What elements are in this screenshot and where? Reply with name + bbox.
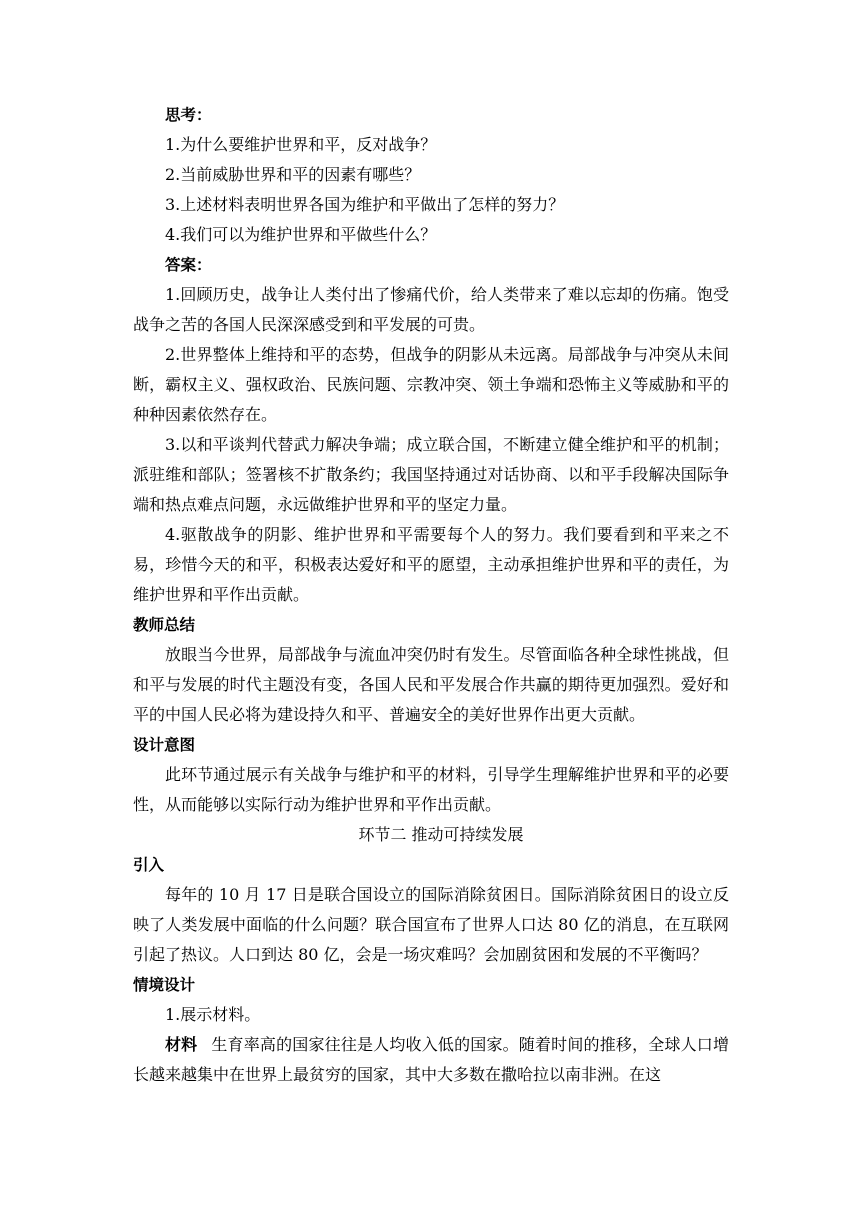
document-page [133, 100, 729, 1090]
situation-heading: 情境设计 [133, 976, 196, 994]
teacher-summary-heading: 教师总结 [133, 616, 196, 634]
answer-item-4: 4.驱散战争的阴影、维护世界和平需要每个人的努力。我们要看到和平来之不易，珍惜今天的和平，积极表达爱好和平的愿望，主动承担维护世界和平的责任，为维护世界和平作出贡献。 [133, 525, 729, 604]
intro-text: 每年的 10 月 17 日是联合国设立的国际消除贫困日。国际消除贫困日的设立反映了人类发展中面临的什么问题？联合国宣布了世界人口达 80 亿的消息，在互联网引起了热议。人口到达 80 亿，会是一场灾难吗？会加剧贫困和发展的不平衡吗？ [133, 885, 729, 964]
answer-item-3: 3.以和平谈判代替武力解决争端；成立联合国，不断建立健全维护和平的机制；派驻维和部队；签署核不扩散条约；我国坚持通过对话协商、以和平手段解决国际争端和热点难点问题，永远做维护世界和平的坚定力量。 [133, 435, 729, 514]
answer-item-1: 1.回顾历史，战争让人类付出了惨痛代价，给人类带来了难以忘却的伤痛。饱受战争之苦的各国人民深深感受到和平发展的可贵。 [133, 285, 729, 334]
think-question-3: 3.上述材料表明世界各国为维护和平做出了怎样的努力？ [165, 195, 565, 214]
material-label: 材料 [165, 1035, 198, 1054]
material-text: 生育率高的国家往往是人均收入低的国家。随着时间的推移，全球人口增长越来越集中在世界上最贫穷的国家，其中大多数在撒哈拉以南非洲。在这 [133, 1035, 729, 1084]
think-question-1: 1.为什么要维护世界和平，反对战争？ [165, 135, 437, 154]
teacher-summary-text: 放眼当今世界，局部战争与流血冲突仍时有发生。尽管面临各种全球性挑战，但和平与发展的时代主题没有变，各国人民和平发展合作共赢的期待更加强烈。爱好和平的中国人民必将为建设持久和平、普遍安全的美好世界作出更大贡献。 [133, 645, 729, 724]
design-intent-heading: 设计意图 [133, 736, 196, 754]
answer-item-2: 2.世界整体上维持和平的态势，但战争的阴影从未远离。局部战争与冲突从未间断，霸权主义、强权政治、民族问题、宗教冲突、领土争端和恐怖主义等威胁和平的种种因素依然存在。 [133, 345, 729, 424]
material-paragraph [133, 1030, 729, 1090]
think-question-4: 4.我们可以为维护世界和平做些什么？ [165, 225, 437, 244]
situation-step-1: 1.展示材料。 [165, 1005, 261, 1024]
think-question-2: 2.当前威胁世界和平的因素有哪些？ [165, 165, 421, 184]
intro-heading: 引入 [133, 856, 165, 874]
design-intent-text: 此环节通过展示有关战争与维护和平的材料，引导学生理解维护世界和平的必要性，从而能够以实际行动为维护世界和平作出贡献。 [133, 765, 729, 814]
think-heading: 思考： [165, 106, 212, 124]
section-title: 环节二 推动可持续发展 [358, 825, 524, 844]
answer-heading: 答案： [165, 256, 212, 274]
